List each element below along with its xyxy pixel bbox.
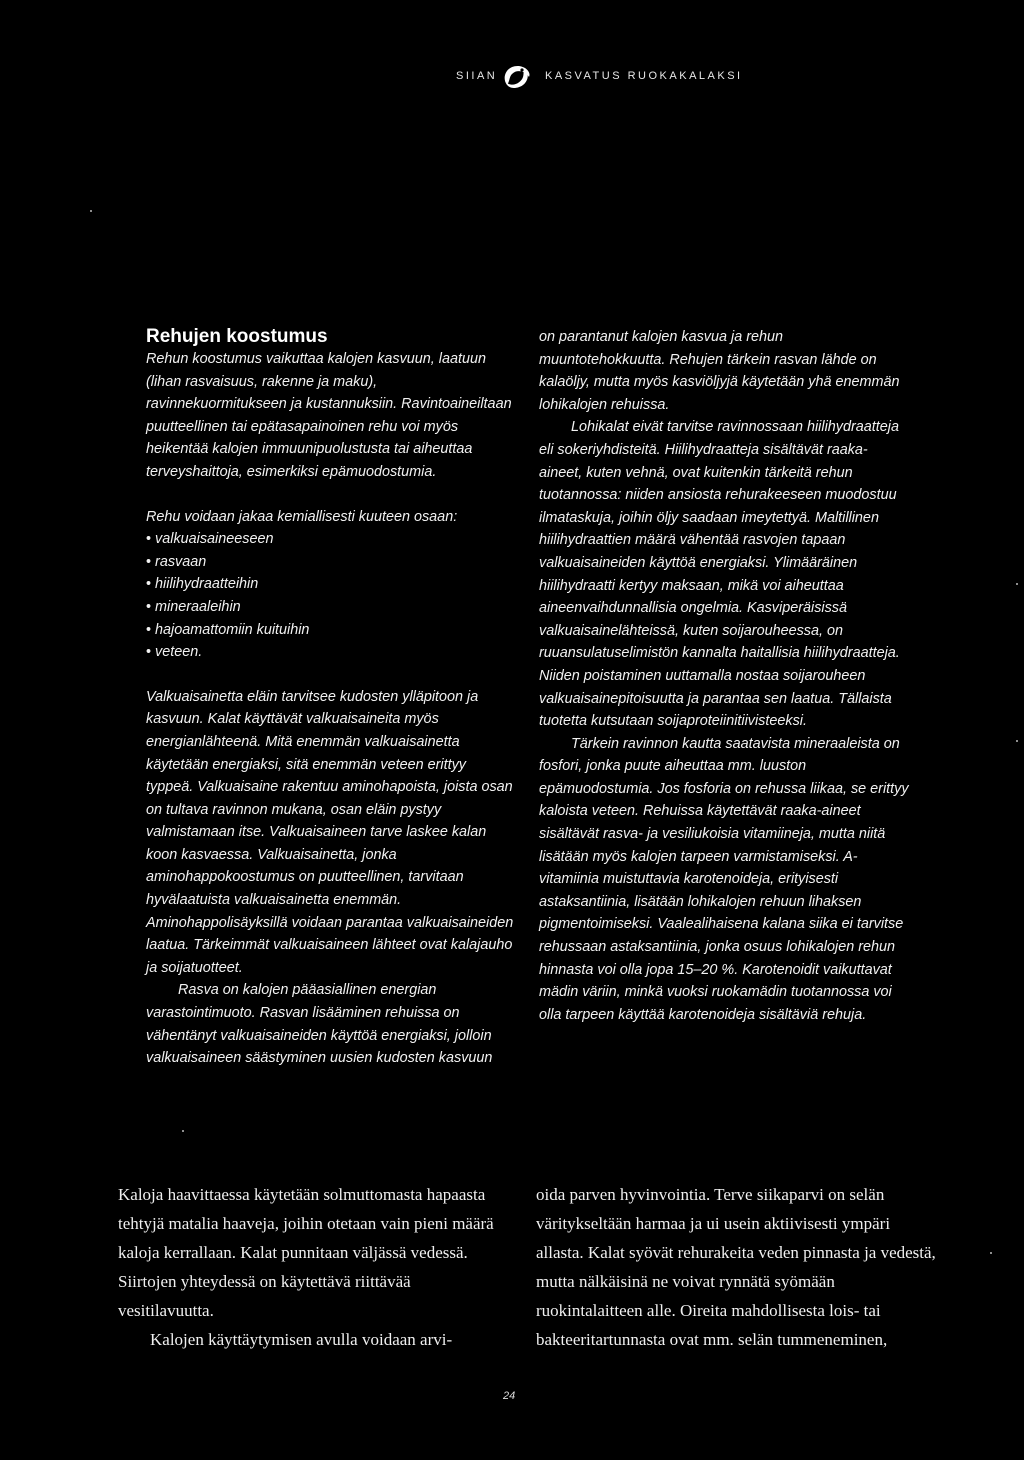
scan-speck (1016, 740, 1018, 742)
fish-logo-icon (499, 61, 535, 93)
behaviour-paragraph: Kalojen käyttäytymisen avulla voidaan arvi- (150, 1330, 453, 1349)
header-right-text: KASVATUS RUOKAKALAKSI (545, 70, 743, 82)
list-item: • mineraaleihin (146, 596, 516, 619)
list-item: • hiilihydraatteihin (146, 573, 516, 596)
handling-paragraph: Kaloja haavittaessa käytetään solmuttomasta hapaasta tehtyjä matalia haaveja, joihin otetaan vain pieni määrä kaloja kerrallaan. Kalat punnitaan väljässä vedessä. Siirtojen yhteydessä on käytettävä riittävää vesitilavuutta. (118, 1185, 494, 1320)
intro-paragraph: Rehun koostumus vaikuttaa kalojen kasvuun, laatuun (lihan rasvaisuus, rakenne ja maku), ravinnekuormitukseen ja kustannuksiin. Ravintoaineiltaan puutteellinen tai epätasapainoinen rehu voi myös heikentää kalojen immuunipuolustusta tai aiheuttaa terveyshaittoja, esimerkiksi epämuodostumia. (146, 351, 512, 480)
continued-paragraph: on parantanut kalojen kasvua ja rehun muuntotehokkuutta. Rehujen tärkein rasvan lähde on kalaöljy, mutta myös kasviöljyjä käytetään yhä enemmän lohikalojen rehuissa. (539, 329, 900, 413)
scan-speck (182, 1130, 184, 1132)
section-heading: Rehujen koostumus (146, 326, 328, 347)
scan-speck (990, 1252, 992, 1254)
protein-paragraph: Valkuaisainetta eläin tarvitsee kudosten ylläpitoon ja kasvuun. Kalat käyttävät valkuaisaineita myös energianlähteenä. Mitä enemmän valkuaisainetta käytetään energiaksi, sitä enemmän veteen erittyy typpeä. Valkuaisaine rakentuu aminohapoista, joista osan on tultava ravinnon mukana, osan eläin pystyy valmistamaan itse. Valkuaisaineen tarve laskee kalan koon kasvaessa. Valkuaisainetta, jonka aminohappokoostumus on puutteellinen, tarvitaan hyvälaatuista valkuaisainetta enemmän. Aminohappolisäyksillä voidaan parantaa valkuaisaineiden laatua. Tärkeimmät valkuaisaineen lähteet ovat kalajauho ja soijatuotteet. (146, 688, 514, 976)
list-item: • valkuaisaineeseen (146, 528, 516, 551)
running-header (0, 66, 1024, 88)
right-column (539, 326, 909, 1026)
fat-paragraph: Rasva on kalojen pääasiallinen energian varastointimuoto. Rasvan lisääminen rehuissa on vähentänyt valkuaisaineiden käyttöä energiaksi, jolloin valkuaisaineen säästyminen uusien kudosten kasvuun (146, 982, 493, 1067)
left-column (146, 326, 516, 1070)
list-item: • rasvaan (146, 551, 516, 574)
component-list (146, 528, 516, 664)
welfare-paragraph: oida parven hyvinvointia. Terve siikaparvi on selän väritykseltään harmaa ja ui usein aktiivisesti ympäri allasta. Kalat syövät rehurakeita veden pinnasta ja vedestä, mutta nälkäisinä ne voivat rynnätä syömään ruokintalaitteen alle. Oireita mahdollisesta lois- tai bakteeritartunnasta ovat mm. selän tummeneminen, (536, 1185, 936, 1349)
bottom-right-column (536, 1180, 936, 1354)
scan-speck (90, 210, 92, 212)
scan-speck (1016, 583, 1018, 585)
header-left-text: SIIAN (456, 70, 498, 82)
list-item: • hajoamattomiin kuituihin (146, 619, 516, 642)
list-intro: Rehu voidaan jakaa kemiallisesti kuuteen osaan: (146, 508, 458, 525)
carbohydrates-paragraph: Lohikalat eivät tarvitse ravinnossaan hiilihydraatteja eli sokeriyhdisteitä. Hiilihydraatteja sisältävät raaka-aineet, kuten vehnä, ovat kuitenkin tärkeitä rehun tuotannossa: niiden ansiosta rehurakeeseen muodostuu ilmataskuja, joihin öljy saadaan imeytettyä. Maltillinen hiilihydraattien määrä vähentää rasvojen tapaan valkuaisaineiden käyttöä energiaksi. Ylimääräinen hiilihydraatti kertyy maksaan, mikä voi aiheuttaa aineenvaihdunnallisia ongelmia. Kasviperäisissä valkuaisainelähteissä, kuten soijarouheessa, on ruuansulatuselimistön kannalta haitallisia hiilihydraatteja. Niiden poistaminen uuttamalla nostaa soijarouheen valkuaisainepitoisuutta ja parantaa sen laatua. Tällaista tuotetta kutsutaan soijaproteiinitiivisteeksi. (539, 419, 900, 730)
page-number: 24 (503, 1390, 516, 1402)
list-item: • veteen. (146, 641, 516, 664)
bottom-left-column (118, 1180, 508, 1354)
minerals-paragraph: Tärkein ravinnon kautta saatavista mineraaleista on fosfori, jonka puute aiheuttaa mm. luuston epämuodostumia. Jos fosforia on rehussa liikaa, se erittyy kaloista veteen. Rehuissa käytettävät raaka-aineet sisältävät rasva- ja vesiliukoisia vitamiineja, mutta niitä lisätään myös kalojen tarpeen varmistamiseksi. A-vitamiinia muistuttavia karotenoideja, erityisesti astaksantiinia, lisätään lohikalojen rehuun lihaksen pigmentoimiseksi. Vaalealihaisena kalana siika ei tarvitse rehussaan astaksantiinia, jonka osuus lohikalojen rehun hinnasta voi olla jopa 15–20 %. Karotenoidit vaikuttavat mädin väriin, minkä vuoksi ruokamädin tuotannossa voi olla tarpeen käyttää karotenoideja sisältäviä rehuja. (539, 735, 909, 1023)
